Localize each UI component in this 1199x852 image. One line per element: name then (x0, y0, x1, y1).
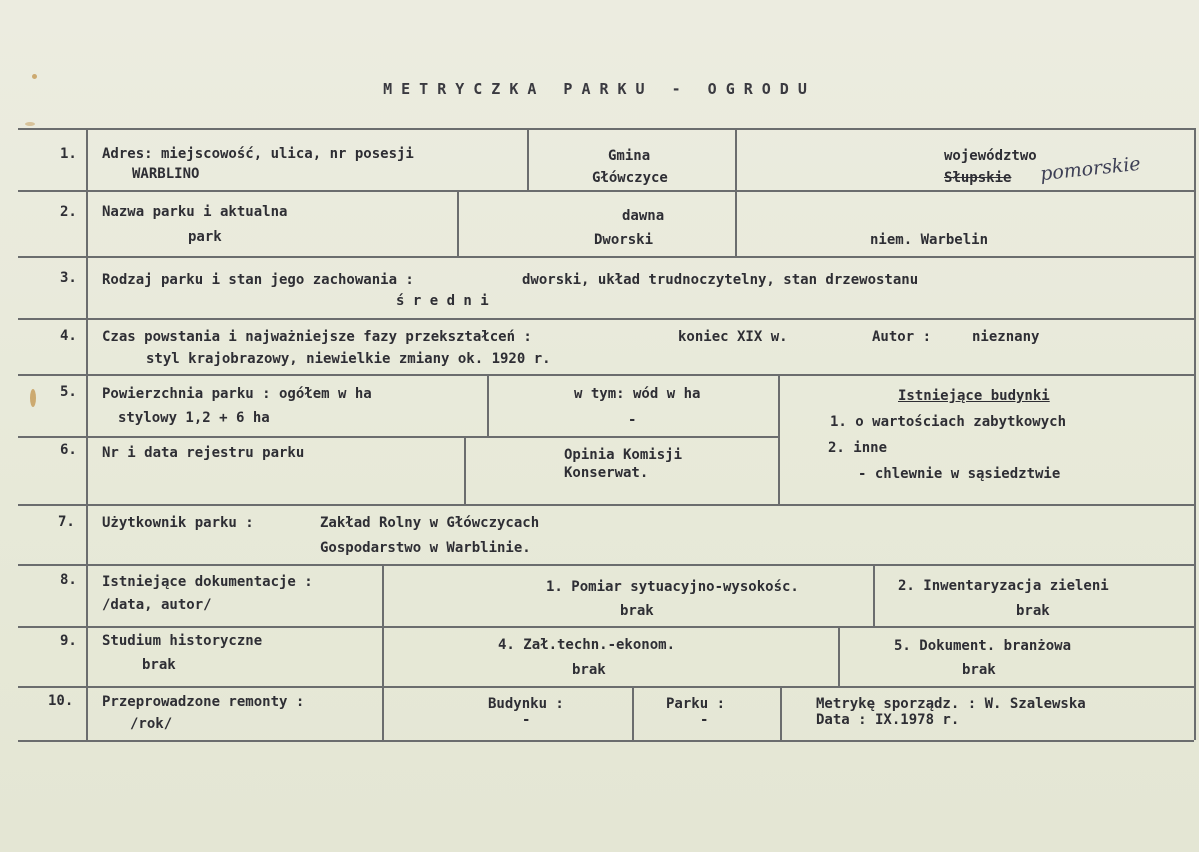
survey-value: brak (620, 603, 654, 619)
user-value: Zakład Rolny w Główczycach (320, 515, 540, 531)
park-type-value: dworski, układ trudnoczytelny, stan drzewostanu (522, 272, 919, 288)
former-name-label: dawna (622, 208, 665, 224)
table-line (18, 436, 778, 438)
paper-stain (25, 122, 35, 126)
table-line (18, 256, 1194, 258)
park-renovation-label: Parku : (666, 696, 726, 712)
opinion-label: Opinia Komisji (564, 447, 683, 463)
table-line (18, 504, 1194, 506)
paper-stain (30, 389, 36, 407)
opinion-label: Konserwat. (564, 465, 649, 481)
renovations-label: Przeprowadzone remonty : (102, 694, 305, 710)
inventory-value: brak (1016, 603, 1050, 619)
table-line (527, 128, 529, 190)
buildings-title: Istniejące budynki (898, 388, 1050, 404)
table-line (735, 128, 737, 256)
voivodeship-label: województwo (944, 148, 1037, 164)
author-label: Autor : (872, 329, 932, 345)
user-label: Użytkownik parku : (102, 515, 254, 531)
documentation-label: Istniejące dokumentacje : (102, 574, 313, 590)
row-number: 4. (60, 328, 77, 344)
commune-label: Gmina (608, 148, 651, 164)
table-line (18, 686, 1194, 688)
row-number: 6. (60, 442, 77, 458)
table-line (838, 626, 840, 686)
table-line (873, 564, 875, 626)
row-number: 1. (60, 146, 77, 162)
park-renovation-value: - (700, 712, 709, 728)
table-line (86, 128, 88, 740)
water-area-label: w tym: wód w ha (574, 386, 701, 402)
document-title: METRYCZKA PARKU - OGRODU (383, 80, 816, 98)
table-line (18, 190, 1194, 192)
table-line (457, 190, 459, 256)
paper-stain (32, 74, 37, 79)
history-label: Studium historyczne (102, 633, 263, 649)
user-value: Gospodarstwo w Warblinie. (320, 540, 531, 556)
address-value: WARBLINO (132, 166, 200, 182)
author-value: nieznany (972, 329, 1040, 345)
sector-doc-value: brak (962, 662, 996, 678)
row-number: 10. (48, 693, 74, 709)
table-line (1194, 128, 1196, 740)
park-name-value: park (188, 229, 222, 245)
handwritten-correction: pomorskie (1039, 152, 1142, 186)
tree-stand-condition: ś r e d n i (396, 293, 489, 309)
inventory-label: 2. Inwentaryzacja zieleni (898, 578, 1109, 594)
history-value: brak (142, 657, 176, 673)
table-line (18, 626, 1194, 628)
table-line (382, 564, 384, 626)
origin-value: koniec XIX w. (678, 329, 788, 345)
tech-econ-value: brak (572, 662, 606, 678)
tech-econ-label: 4. Zał.techn.-ekonom. (498, 637, 676, 653)
table-line (18, 318, 1194, 320)
register-label: Nr i data rejestru parku (102, 445, 305, 461)
prepared-by: Metrykę sporządz. : W. Szalewska (816, 696, 1086, 712)
prepared-date: Data : IX.1978 r. (816, 712, 960, 728)
table-line (18, 374, 1194, 376)
park-name-label: Nazwa parku i aktualna (102, 204, 288, 220)
origin-label: Czas powstania i najważniejsze fazy przekształceń : (102, 329, 532, 345)
sector-doc-label: 5. Dokument. branżowa (894, 638, 1072, 654)
row-number: 8. (60, 572, 77, 588)
table-line (780, 686, 782, 740)
table-line (18, 128, 1194, 130)
table-line (778, 374, 780, 504)
area-value: stylowy 1,2 + 6 ha (118, 410, 270, 426)
renovations-label: /rok/ (130, 716, 173, 732)
former-name-value: Dworski (594, 232, 654, 248)
address-label: Adres: miejscowość, ulica, nr posesji (102, 146, 414, 162)
table-line (382, 626, 384, 740)
water-area-value: - (628, 412, 637, 428)
documentation-label: /data, autor/ (102, 597, 212, 613)
buildings-item: 1. o wartościach zabytkowych (830, 414, 1067, 430)
style-value: styl krajobrazowy, niewielkie zmiany ok. 1920 r. (146, 351, 551, 367)
table-line (464, 436, 466, 504)
area-label: Powierzchnia parku : ogółem w ha (102, 386, 372, 402)
row-number: 5. (60, 384, 77, 400)
buildings-item: - chlewnie w sąsiedztwie (858, 466, 1061, 482)
row-number: 2. (60, 204, 77, 220)
row-number: 9. (60, 633, 77, 649)
table-line (18, 564, 1194, 566)
table-line (18, 740, 1194, 742)
german-name-value: niem. Warbelin (870, 232, 989, 248)
building-renovation-label: Budynku : (488, 696, 564, 712)
table-line (632, 686, 634, 740)
voivodeship-value: Słupskie (944, 170, 1012, 186)
row-number: 3. (60, 270, 77, 286)
buildings-item: 2. inne (828, 440, 888, 456)
survey-label: 1. Pomiar sytuacyjno-wysokośc. (546, 579, 799, 595)
building-renovation-value: - (522, 712, 531, 728)
table-line (487, 374, 489, 436)
commune-value: Główczyce (592, 170, 668, 186)
park-type-label: Rodzaj parku i stan jego zachowania : (102, 272, 414, 288)
row-number: 7. (58, 514, 75, 530)
